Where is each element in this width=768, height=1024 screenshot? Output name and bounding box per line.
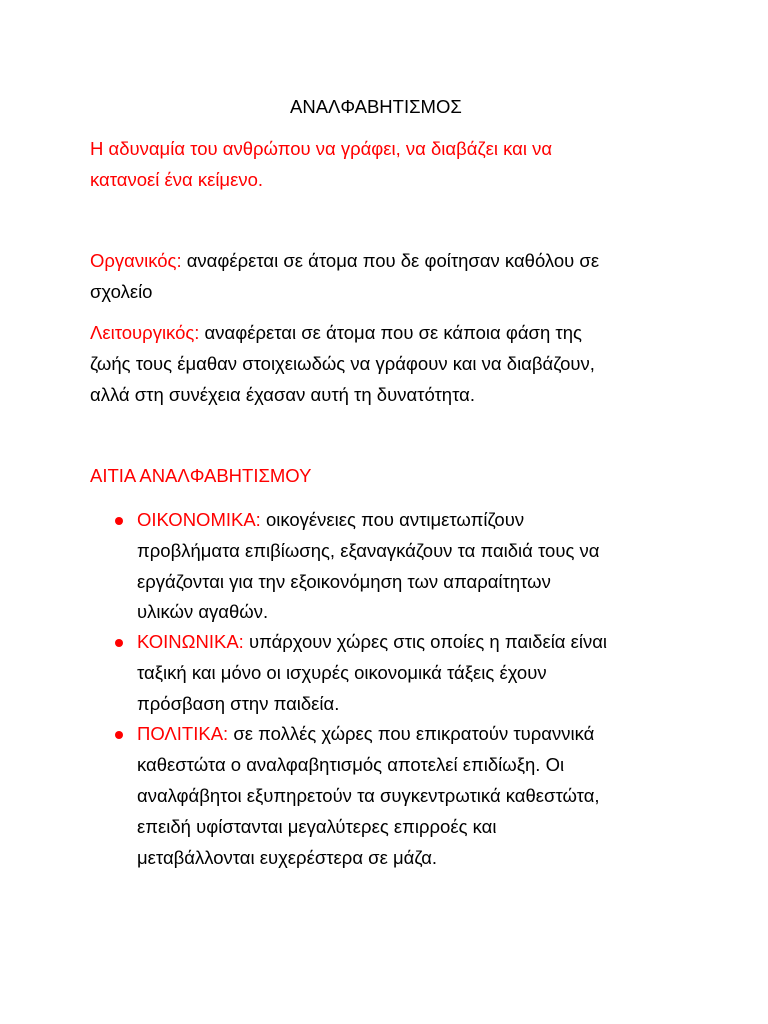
economic-term: ΟΙΚΟΝΟΜΙΚΑ: — [137, 509, 261, 530]
functional-text-1: αναφέρεται σε άτομα που σε κάποια φάση της — [199, 322, 582, 343]
definition-line-2: κατανοεί ένα κείμενο. — [90, 169, 264, 190]
functional-line-3: αλλά στη συνέχεια έχασαν αυτή τη δυνατότητα. — [90, 384, 475, 405]
social-line-3: πρόσβαση στην παιδεία. — [137, 693, 340, 714]
bullet-political — [115, 731, 123, 739]
economic-text-1: οικογένειες που αντιμετωπίζουν — [260, 509, 525, 530]
bullet-economic — [115, 517, 123, 525]
social-line-1 — [137, 627, 607, 657]
political-line-5: μεταβάλλονται ευχερέστερα σε μάζα. — [137, 847, 438, 868]
causes-heading: ΑΙΤΙΑ ΑΝΑΛΦΑΒΗΤΙΣΜΟΥ — [90, 465, 312, 486]
political-text-1: σε πολλές χώρες που επικρατούν τυραννικά — [228, 723, 595, 744]
social-term: ΚΟΙΝΩΝΙΚΑ: — [137, 631, 244, 652]
social-line-2: ταξική και μόνο οι ισχυρές οικονομικά τάξεις έχουν — [137, 662, 547, 683]
economic-line-2: προβλήματα επιβίωσης, εξαναγκάζουν τα παιδιά τους να — [137, 540, 600, 561]
political-line-2: καθεστώτα ο αναλφαβητισμός αποτελεί επιδίωξη. Οι — [137, 754, 565, 775]
political-line-3: αναλφάβητοι εξυπηρετούν τα συγκεντρωτικά καθεστώτα, — [137, 785, 600, 806]
political-line-4: επειδή υφίστανται μεγαλύτερες επιρροές και — [137, 816, 497, 837]
political-line-1 — [137, 719, 594, 749]
economic-line-4: υλικών αγαθών. — [137, 601, 269, 622]
organic-line-1 — [90, 246, 599, 276]
functional-term: Λειτουργικός: — [90, 322, 200, 343]
bullet-social — [115, 639, 123, 647]
functional-line-2: ζωής τους έμαθαν στοιχειωδώς να γράφουν και να διαβάζουν, — [90, 353, 595, 374]
social-text-1: υπάρχουν χώρες στις οποίες η παιδεία είναι — [243, 631, 608, 652]
organic-text-1: αναφέρεται σε άτομα που δε φοίτησαν καθόλου σε — [181, 250, 600, 271]
functional-line-1 — [90, 318, 582, 348]
economic-line-1 — [137, 505, 524, 535]
economic-line-3: εργάζονται για την εξοικονόμηση των απαραίτητων — [137, 571, 551, 592]
organic-term: Οργανικός: — [90, 250, 182, 271]
definition-line-1: Η αδυναμία του ανθρώπου να γράφει, να διαβάζει και να — [90, 138, 553, 159]
organic-line-2: σχολείο — [90, 281, 153, 302]
political-term: ΠΟΛΙΤΙΚΑ: — [137, 723, 229, 744]
document-title: ΑΝΑΛΦΑΒΗΤΙΣΜΟΣ — [290, 96, 462, 117]
